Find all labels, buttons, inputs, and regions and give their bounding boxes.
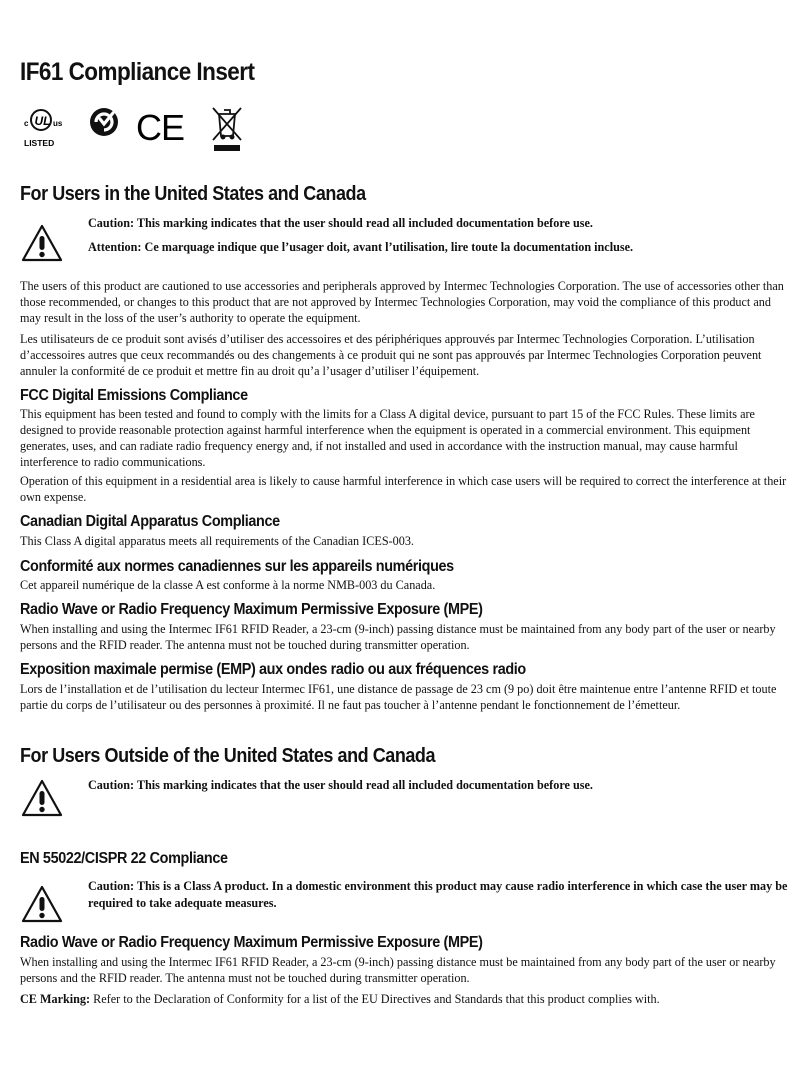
paragraph-mpe-2: When installing and using the Intermec IF61 RFID Reader, a 23-cm (9-inch) passing distance must be maintained from any body part of the user or nearby persons and the RFID reader. The antenna must not be touched during transmitter operation. xyxy=(20,955,776,985)
ul-us-text: us xyxy=(53,119,63,128)
heading-outside-us-canada: For Users Outside of the United States and Canada xyxy=(20,745,436,767)
paragraph-emp-fr: Lors de l’installation et de l’utilisation du lecteur Intermec IF61, une distance de passage de 23 cm (9 po) doit être maintenue entre l’antenne RFID et toute partie du corps de l’utilisateur ou des personnes à proximité. Il ne faut pas toucher à l’antenne pendant le fonctionnement de l’émetteur. xyxy=(20,682,777,712)
caution-text-en55022: Caution: This is a Class A product. In a domestic environment this product may cause radio interference in which case the user may be required to take adequate measures. xyxy=(88,879,788,910)
ul-mark-text: UL xyxy=(34,114,51,128)
caution-text-outside: Caution: This marking indicates that the user should read all included documentation before use. xyxy=(88,778,593,792)
ul-c-text: c xyxy=(24,119,29,128)
warning-triangle-icon xyxy=(20,884,64,924)
heading-fcc: FCC Digital Emissions Compliance xyxy=(20,387,248,404)
paragraph-ce-marking xyxy=(20,991,790,1007)
weee-bin-icon xyxy=(213,108,241,151)
paragraph-canadian-compliance: This Class A digital apparatus meets all requirements of the Canadian ICES-003. xyxy=(20,534,414,548)
paragraph-fcc-1: This equipment has been tested and found to comply with the limits for a Class A digital device, pursuant to part 15 of the FCC Rules. These limits are designed to provide reasonable protection against harmful interference when the equipment is operated in a commercial environment. This equipment generates, uses, and can radiate radio frequency energy and, if not installed and used in accordance with the instruction manual, may cause harmful interference to radio communications. xyxy=(20,407,755,469)
heading-mpe: Radio Wave or Radio Frequency Maximum Permissive Exposure (MPE) xyxy=(20,601,483,618)
paragraph-mpe: When installing and using the Intermec IF61 RFID Reader, a 23-cm (9-inch) passing distance must be maintained from any body part of the user or nearby persons and the RFID reader. The antenna must not be touched during transmitter operation. xyxy=(20,622,776,652)
paragraph-canadian-compliance-fr: Cet appareil numérique de la classe A est conforme à la norme NMB-003 du Canada. xyxy=(20,578,436,592)
warning-triangle-icon xyxy=(20,778,64,818)
paragraph-fcc-2: Operation of this equipment in a residential area is likely to cause harmful interference in which case users will be required to correct the interference at their own expense. xyxy=(20,474,787,504)
heading-canadian-compliance: Canadian Digital Apparatus Compliance xyxy=(20,513,280,530)
c-tick-icon xyxy=(90,108,118,136)
heading-emp-fr: Exposition maximale permise (EMP) aux ondes radio ou aux fréquences radio xyxy=(20,661,526,678)
heading-us-canada: For Users in the United States and Canada xyxy=(20,183,366,205)
heading-en55022: EN 55022/CISPR 22 Compliance xyxy=(20,850,228,867)
ul-listed-text: LISTED xyxy=(24,138,55,148)
heading-canadian-compliance-fr: Conformité aux normes canadiennes sur les appareils numériques xyxy=(20,558,454,575)
paragraph-accessories-fr: Les utilisateurs de ce produit sont avisés d’utiliser des accessoires et des périphériques approuvés par Intermec Technologies Corporation. L’utilisation d’accessoires autres que ceux recommandés ou des changements à ce produit qui ne sont pas approuvés par Intermec Technologies Corporation peuvent annuler la conformité de ce produit et mettre fin au droit qu’a l’usager d’utiliser l’équipement. xyxy=(20,332,762,378)
ce-mark-icon xyxy=(136,107,184,148)
heading-mpe-2: Radio Wave or Radio Frequency Maximum Permissive Exposure (MPE) xyxy=(20,934,483,951)
ce-marking-label: CE Marking: xyxy=(20,992,91,1006)
paragraph-accessories-en: The users of this product are cautioned to use accessories and peripherals approved by Intermec Technologies Corporation. The use of accessories other than those recommended, or changes to this product that are not approved by Intermec Technologies Corporation, may void the compliance of this product and may result in the loss of the user’s authority to operate the equipment. xyxy=(20,279,784,325)
ce-mark-text: CE xyxy=(136,107,185,148)
certification-logos xyxy=(20,104,260,156)
warning-triangle-icon xyxy=(20,223,64,263)
ul-listed-icon xyxy=(24,110,63,148)
caution-text-en: Caution: This marking indicates that the user should read all included documentation before use. xyxy=(88,216,593,230)
caution-text-fr: Attention: Ce marquage indique que l’usager doit, avant l’utilisation, lire toute la documentation incluse. xyxy=(88,240,634,254)
page-title: IF61 Compliance Insert xyxy=(20,58,255,86)
ce-marking-text: Refer to the Declaration of Conformity for a list of the EU Directives and Standards that this product complies with. xyxy=(93,992,660,1006)
